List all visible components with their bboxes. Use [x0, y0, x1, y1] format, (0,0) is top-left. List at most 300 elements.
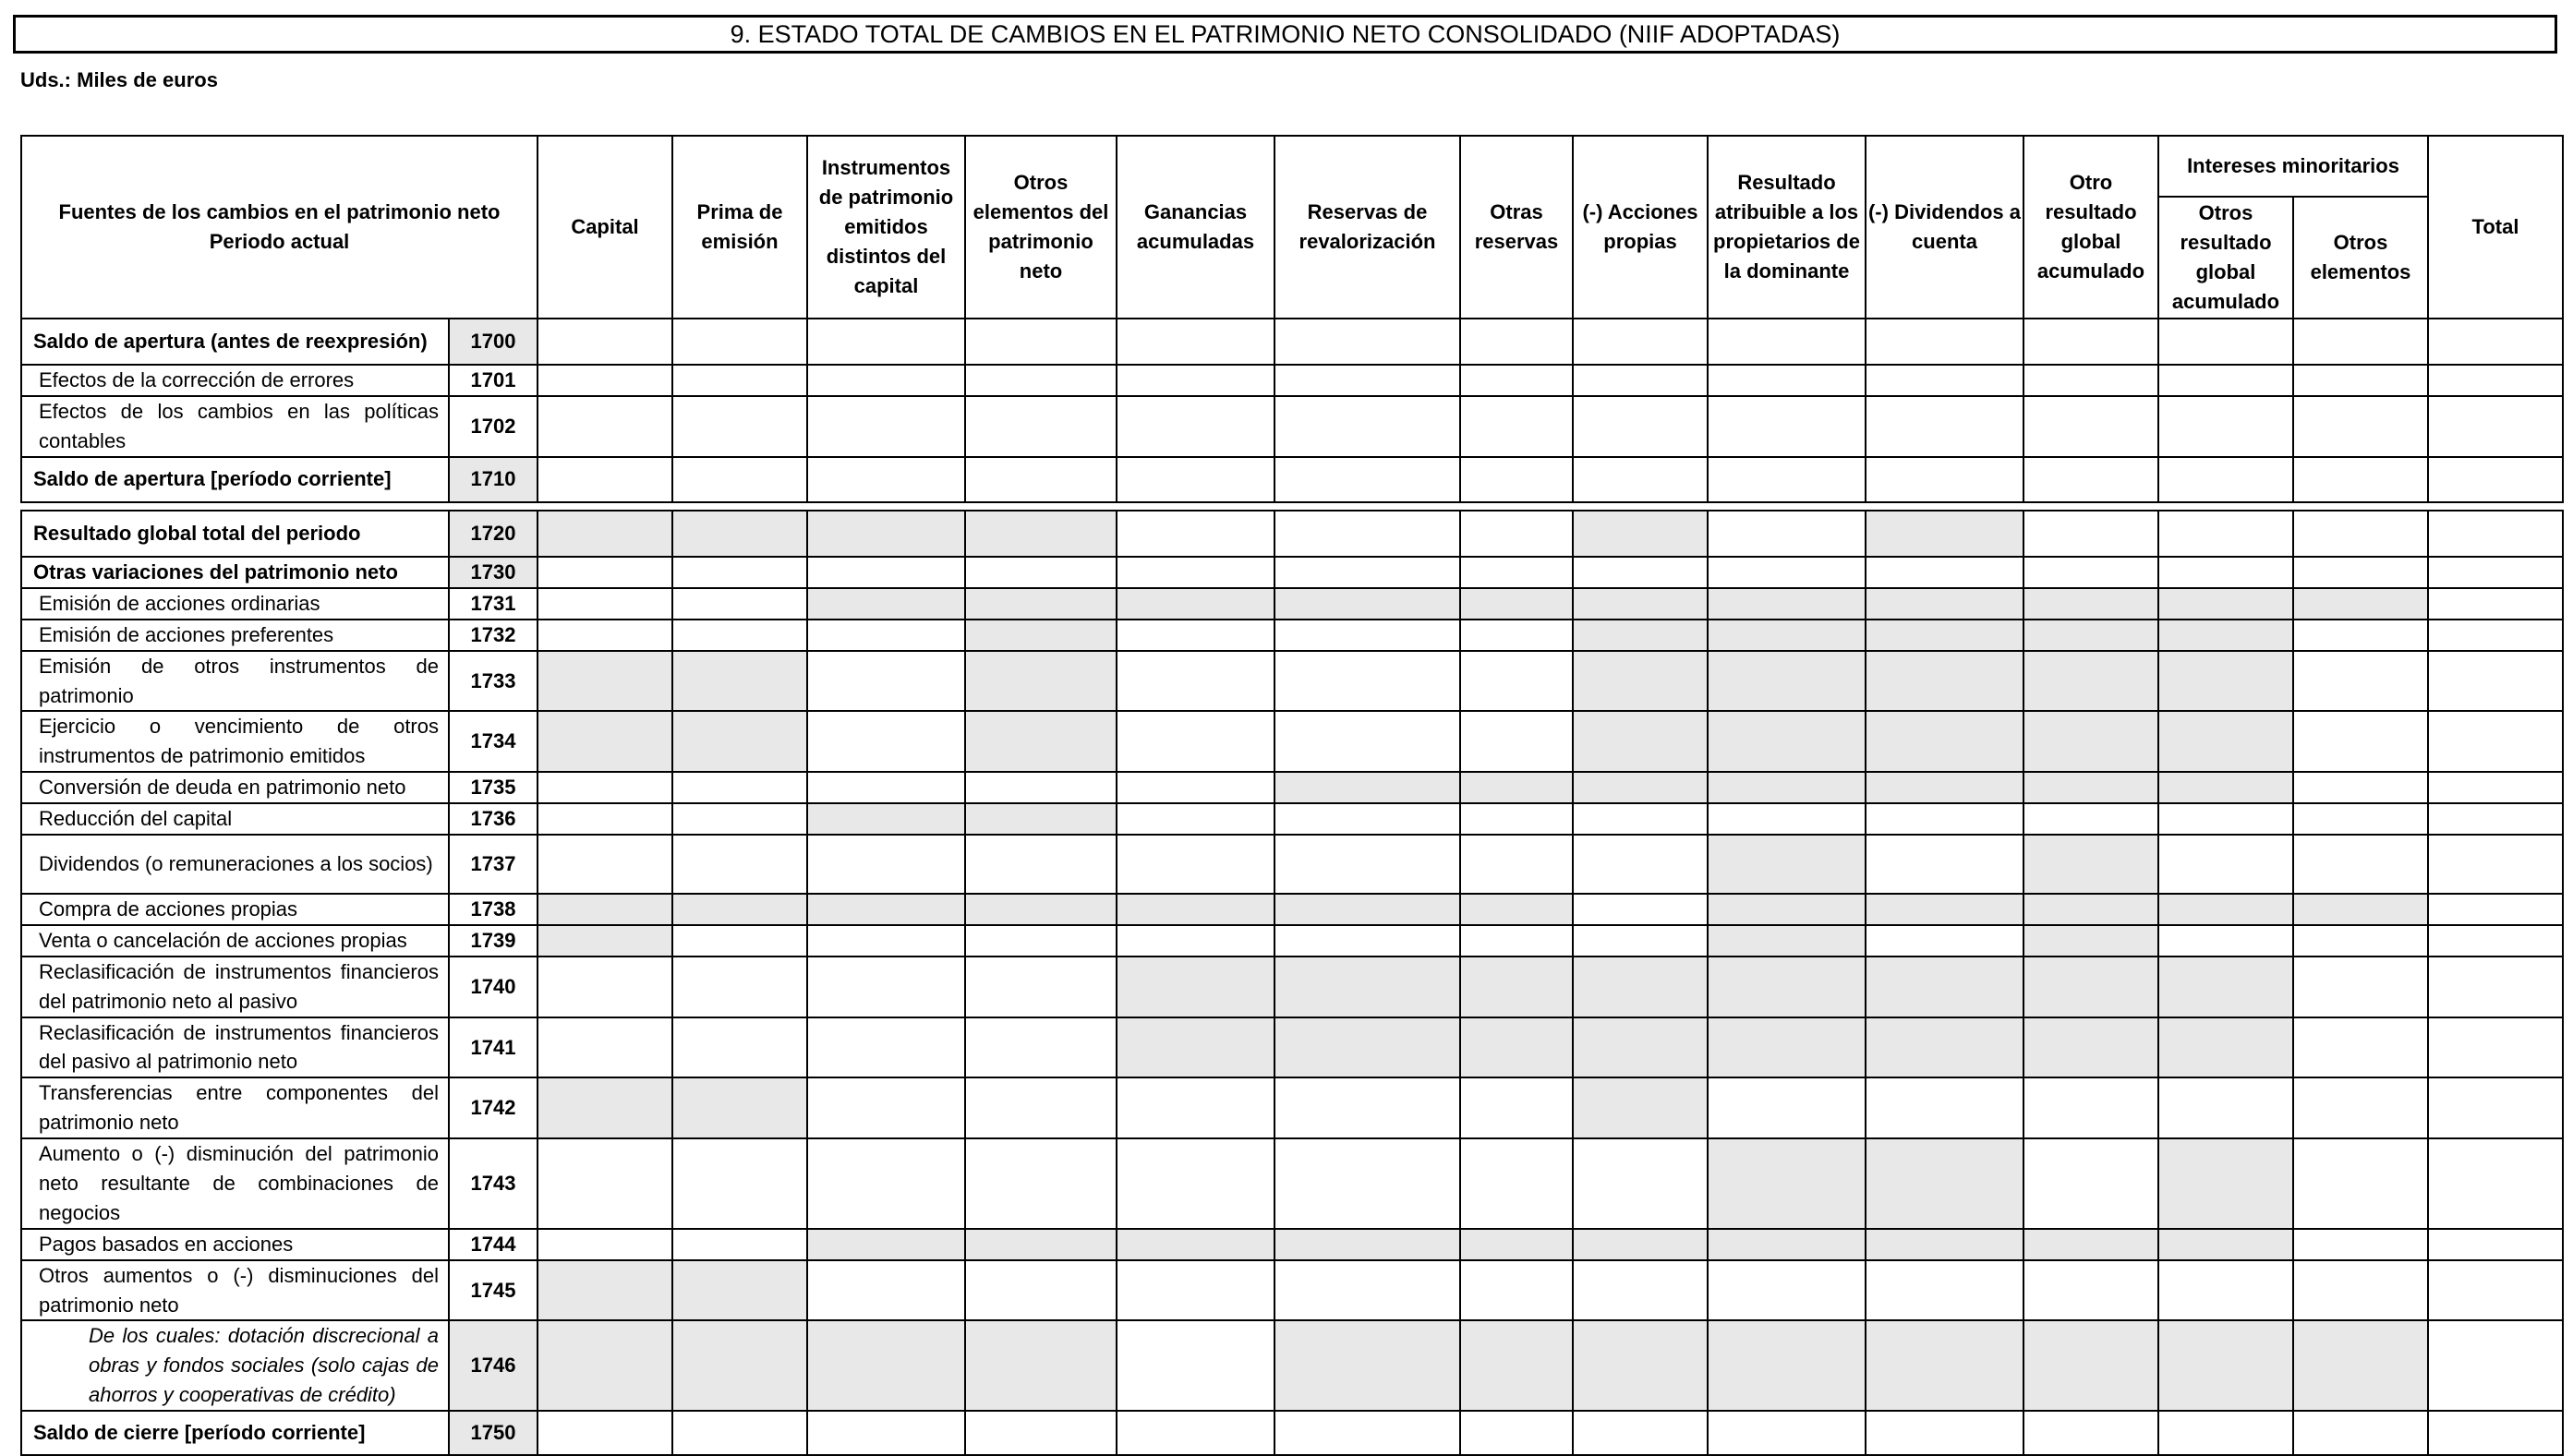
cell-instrumentos-input[interactable] [807, 319, 965, 365]
row-code: 1700 [449, 319, 538, 365]
cell-otras-reservas-disabled [1460, 957, 1573, 1017]
cell-ganancias-input[interactable] [1117, 1320, 1274, 1411]
cell-min-otros-elementos-input[interactable] [2293, 1411, 2428, 1455]
cell-prima-emision-input[interactable] [672, 1017, 807, 1078]
cell-dividendos-input[interactable] [1866, 457, 2023, 502]
cell-otro-resultado-disabled [2023, 588, 2158, 620]
cell-instrumentos-input[interactable] [807, 1138, 965, 1229]
cell-otro-resultado-disabled [2023, 772, 2158, 803]
cell-acciones-propias-input[interactable] [1573, 1138, 1708, 1229]
cell-ganancias-input[interactable] [1117, 557, 1274, 588]
cell-otros-elementos-pn-input[interactable] [965, 396, 1117, 457]
row-label: Otros aumentos o (-) disminuciones del patrimonio neto [21, 1260, 449, 1321]
cell-acciones-propias-input[interactable] [1573, 365, 1708, 396]
cell-dividendos-disabled [1866, 1229, 2023, 1260]
cell-total-input[interactable] [2428, 925, 2563, 957]
cell-prima-emision-input[interactable] [672, 957, 807, 1017]
cell-otros-elementos-pn-input[interactable] [965, 1260, 1117, 1321]
cell-reservas-revalorizacion-input[interactable] [1274, 319, 1460, 365]
cell-otras-reservas-input[interactable] [1460, 511, 1573, 557]
cell-ganancias-input[interactable] [1117, 1138, 1274, 1229]
cell-reservas-revalorizacion-input[interactable] [1274, 396, 1460, 457]
table-row [21, 557, 2563, 588]
cell-otro-resultado-disabled [2023, 894, 2158, 925]
cell-min-otros-resultado-disabled [2158, 588, 2293, 620]
cell-reservas-revalorizacion-disabled [1274, 957, 1460, 1017]
cell-total-input[interactable] [2428, 1320, 2563, 1411]
cell-dividendos-input[interactable] [1866, 365, 2023, 396]
cell-total-input[interactable] [2428, 711, 2563, 772]
cell-prima-emision-input[interactable] [672, 365, 807, 396]
cell-otro-resultado-input[interactable] [2023, 319, 2158, 365]
row-label: Efectos de la corrección de errores [21, 365, 449, 396]
cell-otro-resultado-disabled [2023, 835, 2158, 894]
cell-reservas-revalorizacion-input[interactable] [1274, 457, 1460, 502]
cell-otras-reservas-input[interactable] [1460, 1411, 1573, 1455]
cell-total-input[interactable] [2428, 835, 2563, 894]
cell-prima-emision-disabled [672, 1077, 807, 1138]
cell-otras-reservas-disabled [1460, 772, 1573, 803]
cell-instrumentos-disabled [807, 803, 965, 835]
cell-capital-disabled [538, 925, 672, 957]
cell-total-input[interactable] [2428, 319, 2563, 365]
cell-prima-emision-input[interactable] [672, 319, 807, 365]
cell-reservas-revalorizacion-input[interactable] [1274, 620, 1460, 651]
cell-ganancias-input[interactable] [1117, 651, 1274, 712]
cell-otras-reservas-input[interactable] [1460, 803, 1573, 835]
row-code: 1737 [449, 835, 538, 894]
cell-prima-emision-input[interactable] [672, 1138, 807, 1229]
cell-total-input[interactable] [2428, 588, 2563, 620]
cell-ganancias-input[interactable] [1117, 1260, 1274, 1321]
cell-min-otros-elementos-input[interactable] [2293, 1138, 2428, 1229]
cell-ganancias-disabled [1117, 957, 1274, 1017]
row-label: Ejercicio o vencimiento de otros instrumentos de patrimonio emitidos [21, 711, 449, 772]
cell-min-otros-elementos-input[interactable] [2293, 319, 2428, 365]
row-code: 1744 [449, 1229, 538, 1260]
cell-min-otros-elementos-input[interactable] [2293, 651, 2428, 712]
cell-acciones-propias-disabled [1573, 1077, 1708, 1138]
cell-prima-emision-input[interactable] [672, 557, 807, 588]
row-label: Reducción del capital [21, 803, 449, 835]
cell-acciones-propias-input[interactable] [1573, 457, 1708, 502]
cell-instrumentos-input[interactable] [807, 620, 965, 651]
cell-acciones-propias-disabled [1573, 772, 1708, 803]
table-row [21, 1411, 2563, 1455]
cell-otras-reservas-input[interactable] [1460, 557, 1573, 588]
cell-min-otros-resultado-disabled [2158, 772, 2293, 803]
cell-resultado-atribuible-input[interactable] [1708, 1411, 1866, 1455]
cell-acciones-propias-input[interactable] [1573, 319, 1708, 365]
row-label: De los cuales: dotación discrecional a obras y fondos sociales (solo cajas de ahorros y cooperativas de crédito) [21, 1320, 449, 1411]
cell-min-otros-resultado-input[interactable] [2158, 1411, 2293, 1455]
cell-resultado-atribuible-disabled [1708, 957, 1866, 1017]
cell-otros-elementos-pn-input[interactable] [965, 957, 1117, 1017]
cell-prima-emision-input[interactable] [672, 835, 807, 894]
cell-otros-elementos-pn-input[interactable] [965, 925, 1117, 957]
cell-total-input[interactable] [2428, 803, 2563, 835]
cell-capital-input[interactable] [538, 835, 672, 894]
cell-prima-emision-input[interactable] [672, 620, 807, 651]
cell-ganancias-disabled [1117, 1017, 1274, 1078]
cell-min-otros-elementos-input[interactable] [2293, 772, 2428, 803]
cell-ganancias-input[interactable] [1117, 620, 1274, 651]
cell-acciones-propias-input[interactable] [1573, 1260, 1708, 1321]
cell-min-otros-elementos-input[interactable] [2293, 1260, 2428, 1321]
cell-reservas-revalorizacion-input[interactable] [1274, 803, 1460, 835]
cell-otras-reservas-input[interactable] [1460, 651, 1573, 712]
cell-min-otros-elementos-input[interactable] [2293, 1077, 2428, 1138]
cell-capital-input[interactable] [538, 1017, 672, 1078]
cell-otros-elementos-pn-input[interactable] [965, 457, 1117, 502]
cell-total-input[interactable] [2428, 894, 2563, 925]
cell-otro-resultado-input[interactable] [2023, 1077, 2158, 1138]
cell-dividendos-input[interactable] [1866, 1077, 2023, 1138]
cell-ganancias-input[interactable] [1117, 711, 1274, 772]
cell-capital-input[interactable] [538, 772, 672, 803]
cell-dividendos-input[interactable] [1866, 319, 2023, 365]
cell-otros-elementos-pn-disabled [965, 803, 1117, 835]
cell-min-otros-elementos-input[interactable] [2293, 835, 2428, 894]
table-row [21, 957, 2563, 1017]
cell-min-otros-elementos-input[interactable] [2293, 620, 2428, 651]
cell-total-input[interactable] [2428, 1411, 2563, 1455]
cell-acciones-propias-disabled [1573, 1320, 1708, 1411]
cell-otro-resultado-input[interactable] [2023, 1260, 2158, 1321]
cell-total-input[interactable] [2428, 651, 2563, 712]
cell-resultado-atribuible-input[interactable] [1708, 511, 1866, 557]
row-code: 1736 [449, 803, 538, 835]
cell-otros-elementos-pn-disabled [965, 588, 1117, 620]
cell-capital-input[interactable] [538, 957, 672, 1017]
cell-reservas-revalorizacion-input[interactable] [1274, 365, 1460, 396]
cell-min-otros-elementos-input[interactable] [2293, 365, 2428, 396]
cell-min-otros-elementos-disabled [2293, 894, 2428, 925]
cell-total-input[interactable] [2428, 396, 2563, 457]
cell-otras-reservas-input[interactable] [1460, 925, 1573, 957]
table-row [21, 651, 2563, 712]
cell-reservas-revalorizacion-input[interactable] [1274, 835, 1460, 894]
cell-capital-input[interactable] [538, 1229, 672, 1260]
cell-min-otros-elementos-input[interactable] [2293, 711, 2428, 772]
cell-otras-reservas-disabled [1460, 894, 1573, 925]
table-row [21, 511, 2563, 557]
cell-total-input[interactable] [2428, 772, 2563, 803]
cell-prima-emision-input[interactable] [672, 1229, 807, 1260]
cell-min-otros-resultado-input[interactable] [2158, 557, 2293, 588]
cell-reservas-revalorizacion-input[interactable] [1274, 557, 1460, 588]
row-label: Dividendos (o remuneraciones a los socios) [21, 835, 449, 894]
cell-reservas-revalorizacion-input[interactable] [1274, 711, 1460, 772]
row-label: Reclasificación de instrumentos financieros del pasivo al patrimonio neto [21, 1017, 449, 1078]
cell-capital-disabled [538, 1260, 672, 1321]
cell-capital-input[interactable] [538, 396, 672, 457]
cell-dividendos-input[interactable] [1866, 557, 2023, 588]
cell-reservas-revalorizacion-disabled [1274, 1229, 1460, 1260]
cell-resultado-atribuible-disabled [1708, 588, 1866, 620]
cell-instrumentos-input[interactable] [807, 1077, 965, 1138]
cell-otras-reservas-input[interactable] [1460, 365, 1573, 396]
cell-otro-resultado-input[interactable] [2023, 1411, 2158, 1455]
cell-prima-emision-input[interactable] [672, 1411, 807, 1455]
cell-instrumentos-input[interactable] [807, 1411, 965, 1455]
cell-min-otros-elementos-input[interactable] [2293, 1229, 2428, 1260]
cell-dividendos-input[interactable] [1866, 835, 2023, 894]
cell-min-otros-elementos-input[interactable] [2293, 925, 2428, 957]
cell-dividendos-input[interactable] [1866, 1260, 2023, 1321]
cell-ganancias-disabled [1117, 894, 1274, 925]
cell-otro-resultado-input[interactable] [2023, 365, 2158, 396]
row-code: 1750 [449, 1411, 538, 1455]
table-row [21, 1320, 2563, 1411]
cell-resultado-atribuible-disabled [1708, 1229, 1866, 1260]
cell-instrumentos-input[interactable] [807, 957, 965, 1017]
cell-min-otros-resultado-input[interactable] [2158, 1077, 2293, 1138]
cell-resultado-atribuible-disabled [1708, 894, 1866, 925]
cell-otros-elementos-pn-input[interactable] [965, 1411, 1117, 1455]
cell-otro-resultado-input[interactable] [2023, 396, 2158, 457]
cell-acciones-propias-disabled [1573, 957, 1708, 1017]
cell-capital-input[interactable] [538, 588, 672, 620]
table-row [21, 365, 2563, 396]
cell-otras-reservas-input[interactable] [1460, 711, 1573, 772]
cell-capital-input[interactable] [538, 803, 672, 835]
cell-ganancias-input[interactable] [1117, 803, 1274, 835]
cell-prima-emision-input[interactable] [672, 457, 807, 502]
cell-resultado-atribuible-input[interactable] [1708, 396, 1866, 457]
col-acciones-propias: (-) Acciones propias [1573, 136, 1708, 319]
cell-dividendos-disabled [1866, 620, 2023, 651]
cell-capital-input[interactable] [538, 319, 672, 365]
cell-ganancias-input[interactable] [1117, 457, 1274, 502]
cell-otros-elementos-pn-input[interactable] [965, 835, 1117, 894]
cell-resultado-atribuible-input[interactable] [1708, 1077, 1866, 1138]
cell-otras-reservas-input[interactable] [1460, 457, 1573, 502]
cell-ganancias-input[interactable] [1117, 319, 1274, 365]
cell-otras-reservas-input[interactable] [1460, 1260, 1573, 1321]
cell-ganancias-input[interactable] [1117, 925, 1274, 957]
cell-min-otros-resultado-disabled [2158, 1229, 2293, 1260]
cell-reservas-revalorizacion-input[interactable] [1274, 511, 1460, 557]
cell-dividendos-disabled [1866, 651, 2023, 712]
cell-instrumentos-input[interactable] [807, 1017, 965, 1078]
cell-min-otros-resultado-input[interactable] [2158, 457, 2293, 502]
cell-dividendos-disabled [1866, 894, 2023, 925]
cell-instrumentos-input[interactable] [807, 835, 965, 894]
row-code: 1720 [449, 511, 538, 557]
cell-ganancias-input[interactable] [1117, 835, 1274, 894]
cell-min-otros-elementos-input[interactable] [2293, 457, 2428, 502]
cell-otras-reservas-input[interactable] [1460, 396, 1573, 457]
cell-min-otros-elementos-input[interactable] [2293, 803, 2428, 835]
cell-resultado-atribuible-input[interactable] [1708, 803, 1866, 835]
cell-dividendos-disabled [1866, 772, 2023, 803]
cell-otras-reservas-input[interactable] [1460, 1077, 1573, 1138]
cell-prima-emision-input[interactable] [672, 588, 807, 620]
cell-prima-emision-input[interactable] [672, 803, 807, 835]
cell-dividendos-input[interactable] [1866, 396, 2023, 457]
row-code: 1742 [449, 1077, 538, 1138]
cell-resultado-atribuible-input[interactable] [1708, 557, 1866, 588]
cell-acciones-propias-disabled [1573, 511, 1708, 557]
cell-ganancias-disabled [1117, 588, 1274, 620]
cell-reservas-revalorizacion-input[interactable] [1274, 925, 1460, 957]
cell-min-otros-resultado-input[interactable] [2158, 1260, 2293, 1321]
cell-prima-emision-disabled [672, 1320, 807, 1411]
cell-total-input[interactable] [2428, 457, 2563, 502]
cell-ganancias-input[interactable] [1117, 772, 1274, 803]
cell-dividendos-disabled [1866, 1017, 2023, 1078]
cell-min-otros-elementos-input[interactable] [2293, 957, 2428, 1017]
cell-min-otros-resultado-input[interactable] [2158, 396, 2293, 457]
cell-otros-elementos-pn-input[interactable] [965, 1077, 1117, 1138]
cell-otro-resultado-input[interactable] [2023, 1138, 2158, 1229]
cell-otras-reservas-input[interactable] [1460, 620, 1573, 651]
cell-min-otros-elementos-input[interactable] [2293, 396, 2428, 457]
cell-min-otros-resultado-input[interactable] [2158, 319, 2293, 365]
cell-instrumentos-input[interactable] [807, 557, 965, 588]
cell-capital-disabled [538, 711, 672, 772]
form-title: 9. ESTADO TOTAL DE CAMBIOS EN EL PATRIMONIO NETO CONSOLIDADO (NIIF ADOPTADAS) [13, 15, 2557, 54]
row-label: Conversión de deuda en patrimonio neto [21, 772, 449, 803]
cell-otras-reservas-input[interactable] [1460, 835, 1573, 894]
cell-acciones-propias-input[interactable] [1573, 925, 1708, 957]
cell-instrumentos-input[interactable] [807, 925, 965, 957]
cell-total-input[interactable] [2428, 1077, 2563, 1138]
cell-ganancias-input[interactable] [1117, 1077, 1274, 1138]
cell-total-input[interactable] [2428, 620, 2563, 651]
cell-min-otros-resultado-input[interactable] [2158, 511, 2293, 557]
cell-ganancias-input[interactable] [1117, 511, 1274, 557]
table-row [21, 711, 2563, 772]
cell-capital-input[interactable] [538, 457, 672, 502]
cell-instrumentos-input[interactable] [807, 396, 965, 457]
col-min-otros-elementos: Otros elementos [2293, 197, 2428, 319]
cell-total-input[interactable] [2428, 557, 2563, 588]
cell-prima-emision-input[interactable] [672, 925, 807, 957]
cell-min-otros-elementos-disabled [2293, 588, 2428, 620]
cell-min-otros-elementos-input[interactable] [2293, 511, 2428, 557]
cell-resultado-atribuible-input[interactable] [1708, 319, 1866, 365]
cell-min-otros-resultado-disabled [2158, 620, 2293, 651]
cell-otros-elementos-pn-input[interactable] [965, 1017, 1117, 1078]
col-capital: Capital [538, 136, 672, 319]
cell-otras-reservas-input[interactable] [1460, 319, 1573, 365]
cell-otros-elementos-pn-input[interactable] [965, 319, 1117, 365]
cell-otras-reservas-disabled [1460, 588, 1573, 620]
cell-otro-resultado-input[interactable] [2023, 557, 2158, 588]
cell-otros-elementos-pn-input[interactable] [965, 1138, 1117, 1229]
cell-capital-input[interactable] [538, 1411, 672, 1455]
cell-otros-elementos-pn-input[interactable] [965, 772, 1117, 803]
cell-min-otros-resultado-input[interactable] [2158, 925, 2293, 957]
cell-total-input[interactable] [2428, 1138, 2563, 1229]
cell-resultado-atribuible-input[interactable] [1708, 1260, 1866, 1321]
cell-total-input[interactable] [2428, 1229, 2563, 1260]
cell-total-input[interactable] [2428, 365, 2563, 396]
cell-total-input[interactable] [2428, 957, 2563, 1017]
cell-resultado-atribuible-input[interactable] [1708, 457, 1866, 502]
row-code: 1730 [449, 557, 538, 588]
cell-instrumentos-input[interactable] [807, 772, 965, 803]
cell-reservas-revalorizacion-input[interactable] [1274, 1260, 1460, 1321]
cell-acciones-propias-input[interactable] [1573, 1411, 1708, 1455]
row-label: Saldo de apertura (antes de reexpresión) [21, 319, 449, 365]
cell-instrumentos-input[interactable] [807, 651, 965, 712]
table-row [21, 620, 2563, 651]
cell-ganancias-input[interactable] [1117, 1411, 1274, 1455]
col-instrumentos: Instrumentos de patrimonio emitidos distintos del capital [807, 136, 965, 319]
cell-capital-input[interactable] [538, 1138, 672, 1229]
cell-otro-resultado-input[interactable] [2023, 511, 2158, 557]
cell-capital-input[interactable] [538, 620, 672, 651]
cell-otros-elementos-pn-disabled [965, 620, 1117, 651]
cell-min-otros-elementos-input[interactable] [2293, 557, 2428, 588]
cell-capital-input[interactable] [538, 365, 672, 396]
cell-otros-elementos-pn-input[interactable] [965, 557, 1117, 588]
row-code: 1710 [449, 457, 538, 502]
cell-resultado-atribuible-input[interactable] [1708, 365, 1866, 396]
row-code: 1745 [449, 1260, 538, 1321]
cell-resultado-atribuible-disabled [1708, 1017, 1866, 1078]
table-row [21, 772, 2563, 803]
cell-total-input[interactable] [2428, 511, 2563, 557]
cell-acciones-propias-input[interactable] [1573, 396, 1708, 457]
cell-total-input[interactable] [2428, 1260, 2563, 1321]
cell-ganancias-input[interactable] [1117, 396, 1274, 457]
cell-otras-reservas-input[interactable] [1460, 1138, 1573, 1229]
cell-acciones-propias-input[interactable] [1573, 557, 1708, 588]
cell-capital-disabled [538, 1320, 672, 1411]
cell-min-otros-resultado-disabled [2158, 957, 2293, 1017]
sources-header-line1: Fuentes de los cambios en el patrimonio neto [58, 200, 501, 224]
cell-reservas-revalorizacion-input[interactable] [1274, 1077, 1460, 1138]
cell-reservas-revalorizacion-input[interactable] [1274, 651, 1460, 712]
cell-otro-resultado-input[interactable] [2023, 457, 2158, 502]
cell-instrumentos-input[interactable] [807, 365, 965, 396]
cell-ganancias-input[interactable] [1117, 365, 1274, 396]
cell-prima-emision-input[interactable] [672, 772, 807, 803]
cell-acciones-propias-input[interactable] [1573, 894, 1708, 925]
cell-reservas-revalorizacion-input[interactable] [1274, 1138, 1460, 1229]
cell-instrumentos-input[interactable] [807, 711, 965, 772]
cell-reservas-revalorizacion-input[interactable] [1274, 1411, 1460, 1455]
cell-prima-emision-input[interactable] [672, 396, 807, 457]
cell-min-otros-elementos-input[interactable] [2293, 1017, 2428, 1078]
cell-acciones-propias-input[interactable] [1573, 803, 1708, 835]
cell-min-otros-resultado-input[interactable] [2158, 803, 2293, 835]
cell-capital-input[interactable] [538, 557, 672, 588]
cell-instrumentos-input[interactable] [807, 457, 965, 502]
cell-min-otros-resultado-disabled [2158, 651, 2293, 712]
cell-otros-elementos-pn-input[interactable] [965, 365, 1117, 396]
row-label: Emisión de acciones ordinarias [21, 588, 449, 620]
table-row [21, 925, 2563, 957]
cell-otros-elementos-pn-disabled [965, 1320, 1117, 1411]
cell-instrumentos-input[interactable] [807, 1260, 965, 1321]
cell-dividendos-input[interactable] [1866, 925, 2023, 957]
table-row [21, 803, 2563, 835]
col-min-otros-resultado: Otros resultado global acumulado [2158, 197, 2293, 319]
cell-total-input[interactable] [2428, 1017, 2563, 1078]
cell-acciones-propias-disabled [1573, 1229, 1708, 1260]
cell-dividendos-input[interactable] [1866, 803, 2023, 835]
cell-min-otros-resultado-input[interactable] [2158, 835, 2293, 894]
cell-min-otros-resultado-input[interactable] [2158, 365, 2293, 396]
cell-dividendos-input[interactable] [1866, 1411, 2023, 1455]
cell-acciones-propias-input[interactable] [1573, 835, 1708, 894]
cell-otro-resultado-input[interactable] [2023, 803, 2158, 835]
